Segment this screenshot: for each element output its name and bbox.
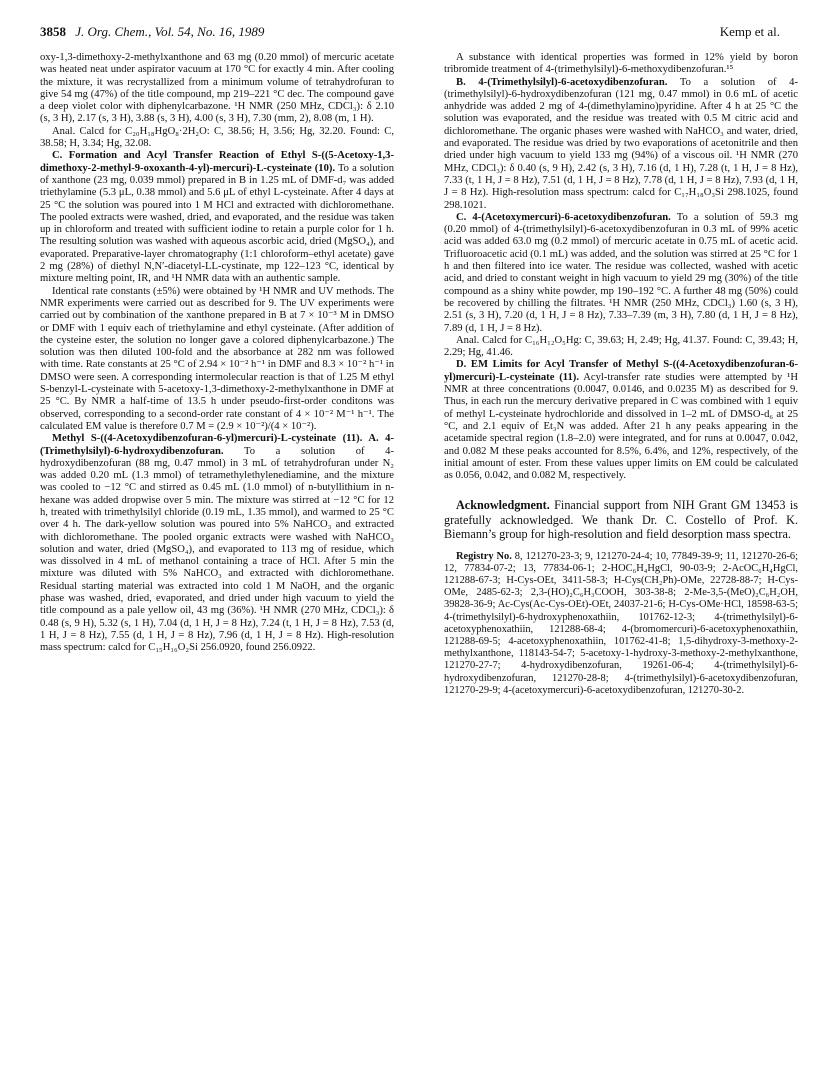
paragraph: C. Formation and Acyl Transfer Reaction of Ethyl S-((5-Acetoxy-1,3-dimethoxy-2-methyl-9-oxoxanth-4-yl)-mercuri)-L-cysteinate (10). To a solution of xanthone (23 mg, 0.039 mmol) prepared in B in 1.25 mL of DMF-d₇ was added triethylamine (5.3 μL, 0.38 mmol) and 5.6 μL of ethyl L-cysteinate. After 4 days at 25 °C the solution was poured into 1 M HCl and extracted with dichloromethane. The pooled extracts were washed, dried, and evaporated, and the residue was taken up in chloroform and treated with sufficient iodine to retain a purple color for 1 h. The resulting solution was washed with aqueous ascorbic acid, dried (MgSO₄), and evaporated. Preparative-layer chromatography (1:1 chloroform–ethyl acetate) gave 2 mg (28%) of diethyl N,N′-diacetyl-LL-cystinate, mp 122–123 °C, identical by mixture melting point, IR, and ¹H NMR data with an authentic sample.	[40, 150, 394, 285]
paragraph: B. 4-(Trimethylsilyl)-6-acetoxydibenzofuran. To a solution of 4-(trimethylsilyl)-6-hydroxydibenzofuran (121 mg, 0.47 mmol) in 0.6 mL of acetic anhydride was added 2 mg of 4-(dimethylamino)pyridine. After 4 h at 25 °C the solution was evaporated, and the residue was treated with 0.5 M citric acid and dichloromethane. The organic phases were washed with NaHCO₃ and water, dried, and evaporated. The residue was dried by two evaporations of acetonitrile and then dried under high vacuum to yield 133 mg (94%) of a viscous oil. ¹H NMR (270 MHz, CDCl₃): δ 0.40 (s, 9 H), 2.42 (s, 3 H), 7.16 (d, 1 H), 7.28 (t, 1 H, J = 8 Hz), 7.33 (t, 1 H, J = 8 Hz), 7.51 (d, 1 H, J = 8 Hz), 7.78 (d, 1 H, J = 8 Hz), 7.93 (d, 1 H, J = 8 Hz). High-resolution mass spectrum: calcd for C₁₇H₁₈O₃Si 298.1025, found 298.1021.	[444, 76, 798, 211]
section-heading: C. 4-(Acetoxymercuri)-6-acetoxydibenzofuran.	[456, 211, 671, 223]
paragraph: Methyl S-((4-Acetoxydibenzofuran-6-yl)mercuri)-L-cysteinate (11). A. 4-(Trimethylsilyl)-6-hydroxydibenzofuran. To a solution of 4-hydroxydibenzofuran (88 mg, 0.47 mmol) in 3 mL of tetrahydrofuran under N₂ was added 0.20 mL (1.3 mmol) of tetramethylethylenediamine, and the mixture was cooled to −12 °C and stirred as 0.45 mL (1.0 mmol) of n-butyllithium in n-hexane was added dropwise over 5 min. The mixture was stirred at −12 °C for 12 h, treated with trimethylsilyl chloride (0.19 mL, 1.35 mmol), and warmed to 25 °C over 4 h. The dark-yellow solution was poured into 5% NaHCO₃ and extracted with dichloromethane. The pooled organic extracts were washed with NaHCO₃ solution and water, dried (MgSO₄), and evaporated to 113 mg of residue, which was dissolved in 4 mL of methanol containing a trace of HCl. After 5 min the mixture was diluted with 5% NaHCO₃ and extracted with dichloromethane. Residual starting material was extracted into cold 1 M NaOH, and the organic phase was washed, dried, evaporated, and dried under high vacuum to yield the title compound as a pale yellow oil, 43 mg (36%). ¹H NMR (270 MHz, CDCl₃): δ 0.48 (s, 9 H), 5.32 (s, 1 H), 7.04 (d, 1 H, J = 8 Hz), 7.24 (t, 1 H, J = 8 Hz), 7.53 (d, 1 H, J = 8 Hz), 7.55 (d, 1 H, J = 8 Hz), 7.96 (d, 1 H, J = 8 Hz). High-resolution mass spectrum: calcd for C₁₅H₁₆O₂Si 256.0920, found 256.0922.	[40, 433, 394, 654]
acknowledgment-heading: Acknowledgment.	[456, 498, 550, 513]
left-column	[40, 52, 394, 1052]
paragraph: Anal. Calcd for C₁₆H₁₂O₅Hg: C, 39.63; H, 2.49; Hg, 41.37. Found: C, 39.43; H, 2.29; Hg, 41.46.	[444, 334, 798, 359]
section-heading: B. 4-(Trimethylsilyl)-6-acetoxydibenzofuran.	[456, 76, 668, 88]
acknowledgment-paragraph: Acknowledgment. Financial support from NIH Grant GM 13453 is gratefully acknowledged. We thank Dr. C. Costello of Prof. K. Biemann’s group for high-resolution and field desorption mass spectra.	[444, 498, 798, 542]
section-heading: Methyl S-((4-Acetoxydibenzofuran-6-yl)mercuri)-L-cysteinate (11). A. 4-(Trimethylsilyl)-6-hydroxydibenzofuran.	[40, 433, 394, 457]
running-authors: Kemp et al.	[719, 24, 780, 39]
right-column	[444, 52, 798, 1052]
paragraph: Identical rate constants (±5%) were obtained by ¹H NMR and UV methods. The NMR experiments were carried out as described for 9. The UV experiments were carried out by combination of the xanthone prepared in B at 7 × 10⁻³ M in DMSO or DMF with 1 equiv each of triethylamine and ethyl cysteinate. (After addition of the cysteine ester, the solution no longer gave a colored diphenylcarbazone.) The solution was then diluted 100-fold and the absorbance at 282 nm was followed with time. Rate constants at 25 °C of 2.94 × 10⁻² h⁻¹ in DMF and 8.3 × 10⁻² h⁻¹ in DMSO were seen. A corresponding intermolecular reaction is that of 1.25 M ethyl S-benzyl-L-cysteinate with 5-acetoxy-1,3-dimethoxy-2-methylxanthone in DMF at 25 °C. By NMR a half-time of 13.5 h under pseudo-first-order conditons was observed, corresponding to a second-order rate constant of 4 × 10⁻² M⁻¹ h⁻¹. The calculated EM value is therefore 0.7 M = (2.9 × 10⁻²)/(4 × 10⁻²).	[40, 285, 394, 432]
section-heading: D. EM Limits for Acyl Transfer of Methyl S-((4-Acetoxydibenzofuran-6-yl)mercuri)-L-cysteinate (11).	[444, 359, 798, 383]
section-heading: C. Formation and Acyl Transfer Reaction of Ethyl S-((5-Acetoxy-1,3-dimethoxy-2-methyl-9-oxoxanth-4-yl)-mercuri)-L-cysteinate (10).	[40, 150, 394, 174]
running-header	[40, 24, 780, 40]
registry-heading: Registry No.	[456, 550, 512, 562]
registry-paragraph: Registry No. 8, 121270-23-3; 9, 121270-24-4; 10, 77849-39-9; 11, 121270-26-6; 12, 77834-07-2; 13, 77834-06-1; 2-HOC₆H₄HgCl, 90-03-9; 2-AcOC₆H₄HgCl, 121288-67-3; H-Cys-OEt, 3411-58-3; H-Cys(CH₂Ph)-OMe, 22728-88-7; H-Cys-OMe, 2485-62-3; 2,3-(HO)₂C₆H₃COOH, 303-38-8; 2-Me-3,5-(MeO)₂C₆H₂OH, 39828-36-9; Ac-Cys(Ac-Cys-OEt)-OEt, 24037-21-6; H-Cys-OMe·HCl, 18598-63-5; 4-(trimethylsilyl)-6-hydroxyphenoxathiin, 101762-12-3; 4-(trimethylsilyl)-6-acetoxyphenoxathiin, 121288-68-4; 4-(bromomercuri)-6-acetoxyphenoxathiin, 121288-69-5; 4-acetoxyphenoxathiin, 101762-41-8; 1,5-dihydroxy-3-methoxy-2-methylxanthone, 118143-54-7; 5-acetoxy-1-hydroxy-3-methoxy-2-methylxanthone, 121270-27-7; 4-hydroxydibenzofuran, 19261-06-4; 4-(trimethylsilyl)-6-hydroxydibenzofuran, 121270-28-8; 4-(trimethylsilyl)-6-acetoxydibenzofuran, 121270-29-9; 4-(acetoxymercuri)-6-acetoxydibenzofuran, 121270-30-2.	[444, 550, 798, 696]
page-number: 3858	[40, 24, 66, 39]
paragraph: A substance with identical properties was formed in 12% yield by boron tribromide treatment of 4-(trimethylsilyl)-6-methoxydibenzofuran.¹⁵	[444, 52, 798, 76]
paragraph: D. EM Limits for Acyl Transfer of Methyl S-((4-Acetoxydibenzofuran-6-yl)mercuri)-L-cysteinate (11). Acyl-transfer rate studies were attempted by ¹H NMR at three concentrations (0.0047, 0.0146, and 0.0235 M) as described for 9. Thus, in each run the mercury derivative prepared in C was combined with 1 equiv of methyl L-cysteinate hydrochloride and dissolved in 1–2 mL of DMSO-d₆ at 25 °C, and 2.1 equiv of Et₃N was added. After 21 h any peaks appearing in the acetamide spectral region (1.8–2.0) were integrated, and for runs at 0.0047, 0.042, and 0.082 M these peaks accounted for 8.5%, 6.4%, and 12%, respectively, of the initial amount of ester. From these values upper limits on EM could be calculated as 0.056, 0.042, and 0.082 M, respectively.	[444, 359, 798, 482]
paragraph: Anal. Calcd for C₂₀H₁₈HgO₈·2H₂O: C, 38.56; H, 3.56; Hg, 32.20. Found: C, 38.58; H, 3.34; Hg, 32.08.	[40, 125, 394, 150]
paragraph: oxy-1,3-dimethoxy-2-methylxanthone and 63 mg (0.20 mmol) of mercuric acetate was heated neat under aspirator vacuum at 170 °C for exactly 4 min. After cooling the mixture, it was recrystallized from a minimum volume of tetrahydrofuran to give 54 mg (47%) of the title compound, mp 219–221 °C dec. The compound gave a deep violet color with diphenylcarbazone. ¹H NMR (250 MHz, CDCl₃): δ 2.10 (s, 3 H), 2.17 (s, 3 H), 3.88 (s, 3 H), 4.00 (s, 3 H), 7.30 (mm, 2), 8.08 (m, 1 H).	[40, 52, 394, 125]
journal-citation: J. Org. Chem., Vol. 54, No. 16, 1989	[75, 24, 265, 39]
paragraph: C. 4-(Acetoxymercuri)-6-acetoxydibenzofuran. To a solution of 59.3 mg (0.20 mmol) of 4-(trimethylsilyl)-6-acetoxydibenzofuran in 0.3 mL of 99% acetic acid was added 63.0 mg (0.2 mmol) of mercuric acetate in 0.75 mL of acetic acid. Trifluoroacetic acid (0.1 mL) was added, and the solution was stirred at 25 °C for 1 h and then filtered into ice water. The residue was collected, washed with acetic acid, and dried to constant weight in high vacuum to yield 29 mg (30%) of the title compound as a shiny white powder, mp 190–192 °C. A further 48 mg (50%) could be recovered by chilling the filtrates. ¹H NMR (250 MHz, CDCl₃) 1.60 (s, 3 H), 2.51 (s, 3 H), 7.20 (d, 1 H, J = 8 Hz), 7.33–7.39 (m, 3 H), 7.80 (d, 1 H, J = 8 Hz), 7.89 (d, 1 H, J = 8 Hz).	[444, 211, 798, 334]
